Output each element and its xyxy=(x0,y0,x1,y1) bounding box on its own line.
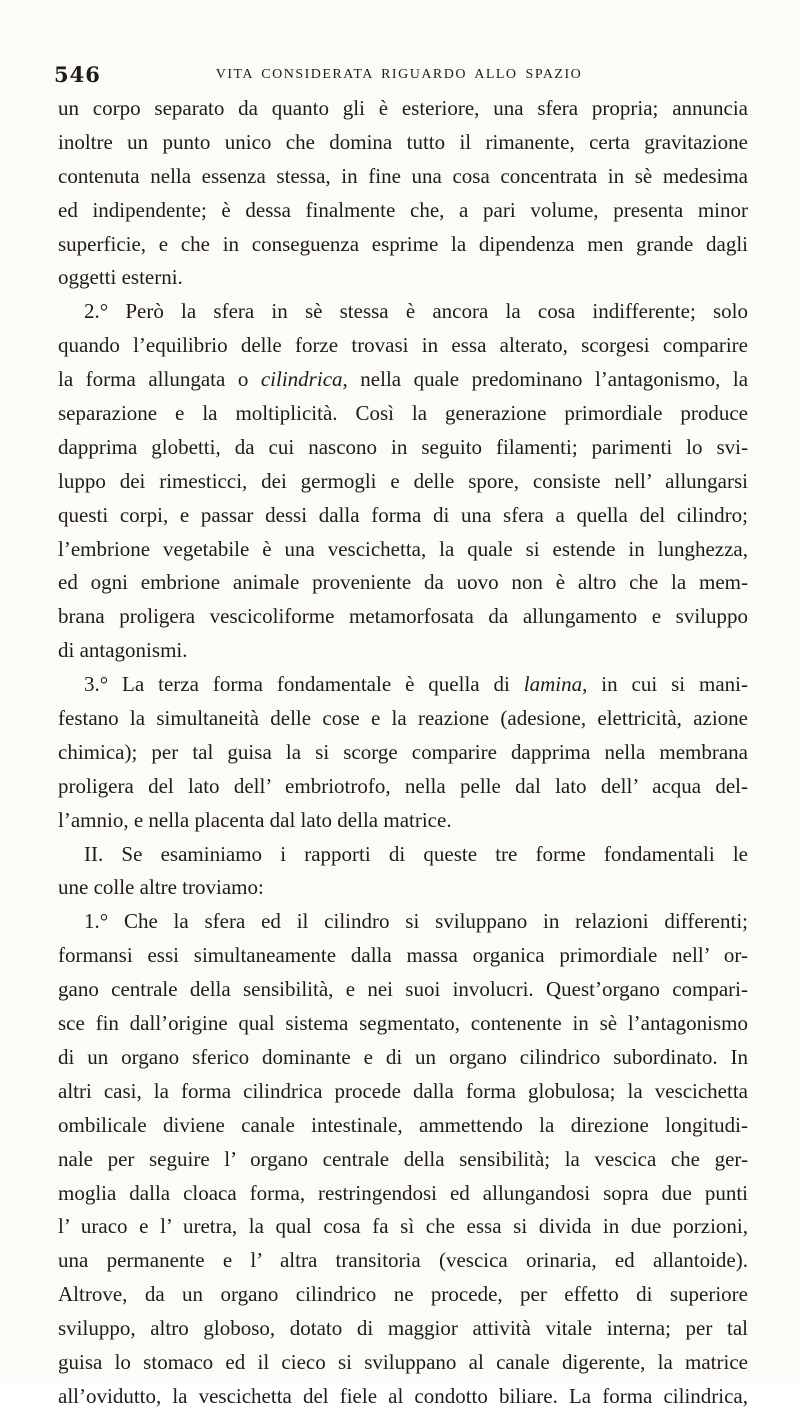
text-line: una permanente e l’ altra transitoria (vescica orinaria, ed allantoide). xyxy=(58,1248,748,1273)
text-line: nale per seguire l’ organo centrale della sensibilità; la vescica che ger- xyxy=(58,1146,748,1171)
text-line: Altrove, da un organo cilindrico ne procede, per effetto di superiore xyxy=(58,1282,748,1307)
text-line: 2.° Però la sfera in sè stessa è ancora la cosa indifferente; solo xyxy=(84,299,748,324)
text-line: chimica); per tal guisa la si scorge comparire dapprima nella membrana xyxy=(58,739,748,764)
text-segment: , nella quale predominano l’antagonismo, la xyxy=(342,367,748,392)
text-line: di un organo sferico dominante e di un organo cilindrico subordinato. In xyxy=(58,1044,748,1069)
text-line: festano la simultaneità delle cose e la reazione (adesione, elettricità, azione xyxy=(58,706,748,731)
text-segment: 3.° La terza forma fondamentale è quella di xyxy=(84,672,524,697)
text-line: moglia dalla cloaca forma, restringendosi ed allungandosi sopra due punti xyxy=(58,1180,748,1205)
text-line: luppo dei rimesticci, dei germogli e delle spore, consiste nell’ allungarsi xyxy=(58,468,748,493)
text-line: altri casi, la forma cilindrica procede dalla forma globulosa; la vescichetta xyxy=(58,1078,748,1103)
text-segment: la forma allungata o xyxy=(58,367,261,392)
text-line xyxy=(58,363,748,397)
text-line: ed ogni embrione animale proveniente da uovo non è altro che la mem- xyxy=(58,570,748,595)
text-line: questi corpi, e passar dessi dalla forma di una sfera a quella del cilindro; xyxy=(58,502,748,527)
text-line: superficie, e che in conseguenza esprime la dipendenza men grande dagli xyxy=(58,231,748,256)
text-line: formansi essi simultaneamente dalla massa organica primordiale nell’ or- xyxy=(58,943,748,968)
text-segment: , in cui si mani- xyxy=(582,672,748,697)
text-line: contenuta nella essenza stessa, in fine una cosa concentrata in sè medesima xyxy=(58,163,748,188)
text-line: l’embrione vegetabile è una vescichetta, la quale si estende in lunghezza, xyxy=(58,536,748,561)
running-head: VITA CONSIDERATA RIGUARDO ALLO SPAZIO xyxy=(215,67,583,82)
text-line: sce fin dall’origine qual sistema segmentato, contenente in sè l’antagonismo xyxy=(58,1011,748,1036)
italic-term: cilindrica xyxy=(260,367,343,392)
text-line: quando l’equilibrio delle forze trovasi in essa alterato, scorgesi comparire xyxy=(58,333,748,358)
italic-term: lamina xyxy=(523,672,583,697)
body-text xyxy=(58,92,748,1414)
text-line: ombilicale diviene canale intestinale, ammettendo la direzione longitudi- xyxy=(58,1112,748,1137)
text-line: une colle altre troviamo: xyxy=(58,875,264,900)
text-line: II. Se esaminiamo i rapporti di queste tre forme fondamentali le xyxy=(84,841,748,866)
text-line: gano centrale della sensibilità, e nei suoi involucri. Quest’organo compari- xyxy=(58,977,748,1002)
text-line: all’ovidutto, la vescichetta del fiele al condotto biliare. La forma cilindrica, xyxy=(58,1383,748,1408)
text-line: separazione e la moltiplicità. Così la generazione primordiale produce xyxy=(58,401,748,426)
text-line: oggetti esterni. xyxy=(58,265,183,290)
page-header xyxy=(54,62,744,92)
page-number: 546 xyxy=(54,62,101,87)
text-line: di antagonismi. xyxy=(58,638,188,663)
text-line: 1.° Che la sfera ed il cilindro si sviluppano in relazioni differenti; xyxy=(84,909,748,934)
text-line: ed indipendente; è dessa finalmente che, a pari volume, presenta minor xyxy=(58,197,748,222)
text-line: guisa lo stomaco ed il cieco si sviluppano al canale digerente, la matrice xyxy=(58,1349,748,1374)
text-line: brana proligera vescicoliforme metamorfosata da allungamento e sviluppo xyxy=(58,604,748,629)
text-line: proligera del lato dell’ embriotrofo, nella pelle dal lato dell’ acqua del- xyxy=(58,773,748,798)
text-line: inoltre un punto unico che domina tutto il rimanente, certa gravitazione xyxy=(58,129,748,154)
text-line xyxy=(58,668,748,702)
text-line: dapprima globetti, da cui nascono in seguito filamenti; parimenti lo svi- xyxy=(58,434,748,459)
text-line: un corpo separato da quanto gli è esteriore, una sfera propria; annuncia xyxy=(58,96,748,120)
text-line: l’ uraco e l’ uretra, la qual cosa fa sì che essa si divida in due porzioni, xyxy=(58,1214,748,1239)
text-line: sviluppo, altro globoso, dotato di maggior attività vitale interna; per tal xyxy=(58,1316,748,1341)
text-line: l’amnio, e nella placenta dal lato della matrice. xyxy=(58,807,452,832)
